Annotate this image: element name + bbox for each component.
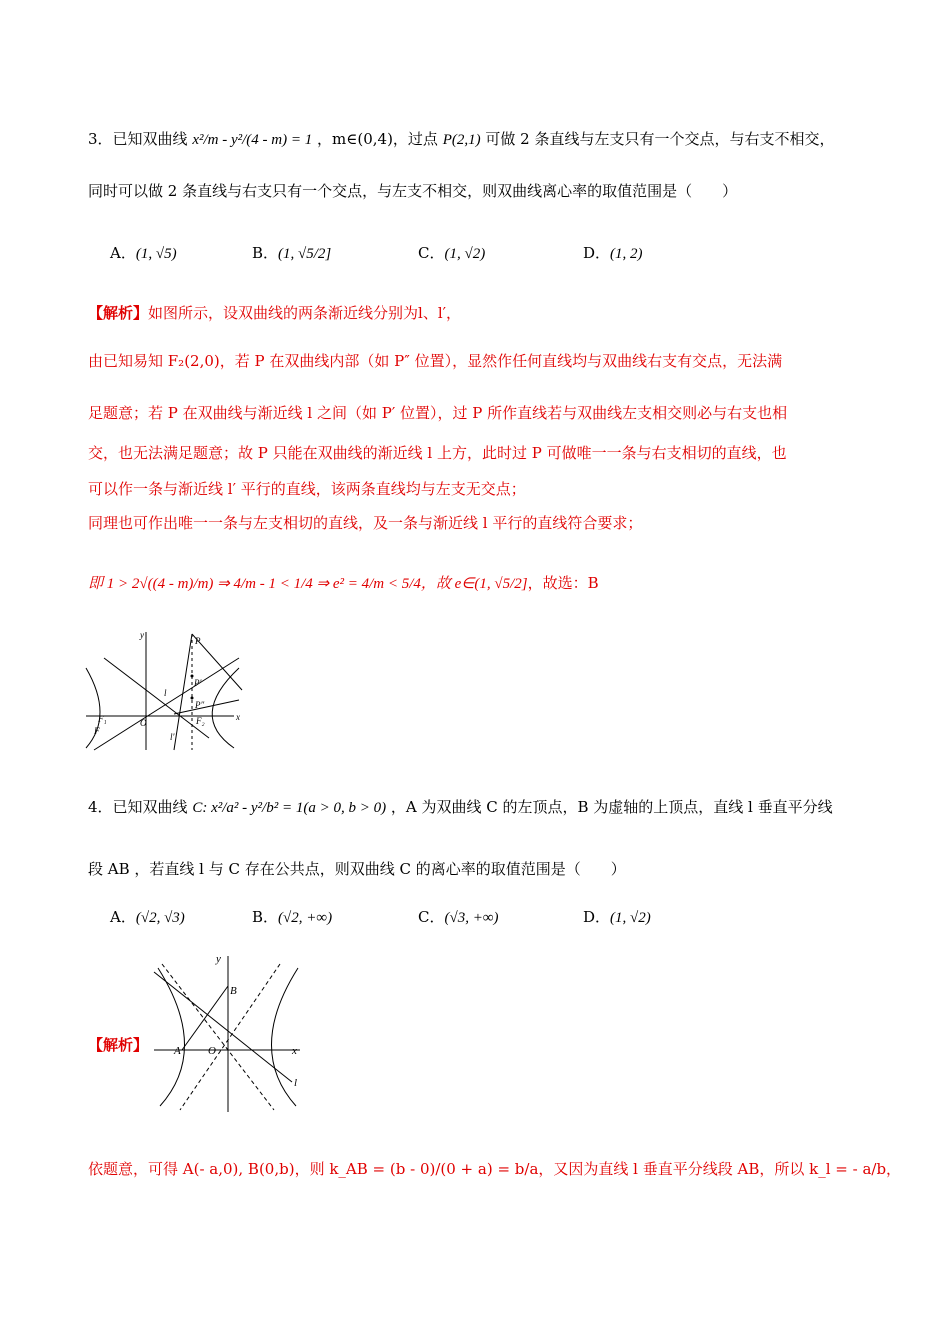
q3-equation: x²/m - y²/(4 - m) = 1 xyxy=(192,132,313,148)
q4-analysis-line1: 依题意，可得 A(- a,0), B(0,b)，则 k_AB = (b - 0)/(0 + a) = b/a，又因为直线 l 垂直平分线段 AB，所以 k_l = - a/b， xyxy=(88,1160,902,1178)
q3-analysis-line1: 【解析】如图所示，设双曲线的两条渐近线分别为l、l′， xyxy=(88,304,462,322)
q4-stem-line2: 段 AB ，若直线 l 与 C 存在公共点，则双曲线 C 的离心率的取值范围是（ ） xyxy=(88,860,626,878)
q4-fig-y-label: y xyxy=(216,953,221,965)
q3-fig-y-label: y xyxy=(140,630,144,640)
q3-analysis-line2: 由已知易知 F₂(2,0)，若 P 在双曲线内部（如 P″ 位置），显然作任何直线均与双曲线右支有交点，无法满 xyxy=(88,352,783,370)
q3-option-d[interactable]: D．(1, 2) xyxy=(583,244,643,262)
q3-option-a[interactable]: A．(1, √5) xyxy=(110,244,177,262)
q3-fig-f1-label: F₁ xyxy=(98,714,107,724)
q3-analysis-line4: 交，也无法满足题意；故 P 只能在双曲线的渐近线 l 上方，此时过 P 可做唯一一条与右支相切的直线，也 xyxy=(88,444,787,462)
q3-fig-x-label: x xyxy=(236,712,240,722)
q4-fig-x-label: x xyxy=(292,1045,297,1057)
q4-option-a[interactable]: A．(√2, √3) xyxy=(110,908,185,926)
q3-analysis-line6: 同理也可作出唯一一条与左支相切的直线，及一条与渐近线 l 平行的直线符合要求； xyxy=(88,514,643,532)
q3-fig-f2-label: F₂ xyxy=(196,716,205,726)
q3-fig-origin-label: O xyxy=(140,718,147,728)
q3-stem-line1: 3．已知双曲线 x²/m - y²/(4 - m) = 1 ，m∈(0,4)，过点 P(2,1) 可做 2 条直线与左支只有一个交点，与右支不相交， xyxy=(88,130,835,148)
q4-equation: C: x²/a² - y²/b² = 1(a > 0, b > 0) xyxy=(192,800,387,816)
q3-analysis-tag: 【解析】 xyxy=(88,304,149,322)
q3-fig-l2-label: l′ xyxy=(170,732,175,742)
q3-fig-p-label: P xyxy=(195,636,201,646)
q3-option-b[interactable]: B．(1, √5/2] xyxy=(252,244,332,262)
q3-fig-p1-label: P′ xyxy=(194,678,202,688)
q4-option-c[interactable]: C．(√3, +∞) xyxy=(418,908,499,926)
q3-analysis-line3: 足题意；若 P 在双曲线与渐近线 l 之间（如 P′ 位置），过 P 所作直线若与双曲线左支相交则必与右支也相 xyxy=(88,404,788,422)
q3-fig-l-label: l xyxy=(164,688,167,698)
q4-option-d[interactable]: D．(1, √2) xyxy=(583,908,651,926)
q3-fig-p2-label: P″ xyxy=(195,700,205,710)
q4-fig-l-label: l xyxy=(294,1077,298,1089)
q4-fig-b-label: B xyxy=(230,985,237,997)
q3-option-c[interactable]: C．(1, √2) xyxy=(418,244,486,262)
q3-stem-line2: 同时可以做 2 条直线与右支只有一个交点，与左支不相交，则双曲线离心率的取值范围是（ ） xyxy=(88,182,738,200)
q3-analysis-line7: 即 1 > 2√((4 - m)/m) ⇒ 4/m - 1 < 1/4 ⇒ e² = 4/m < 5/4，故 e∈(1, √5/2]，故选：B xyxy=(88,574,599,592)
q3-analysis-line5: 可以作一条与渐近线 l′ 平行的直线，该两条直线均与左支无交点； xyxy=(88,480,526,498)
q4-hyperbola-figure xyxy=(150,950,310,1114)
q3-fig-f-label: F xyxy=(94,726,100,736)
q4-fig-a-label: A xyxy=(174,1045,181,1057)
q3-point: P(2,1) xyxy=(442,132,481,148)
q4-option-b[interactable]: B．(√2, +∞) xyxy=(252,908,333,926)
q4-stem-line1: 4．已知双曲线 C: x²/a² - y²/b² = 1(a > 0, b > 0) ，A 为双曲线 C 的左顶点，B 为虚轴的上顶点，直线 l 垂直平分线 xyxy=(88,798,833,816)
q4-analysis-tag: 【解析】 xyxy=(88,1036,149,1054)
q3-hyperbola-figure xyxy=(84,628,244,752)
q4-fig-origin-label: O xyxy=(208,1045,216,1057)
